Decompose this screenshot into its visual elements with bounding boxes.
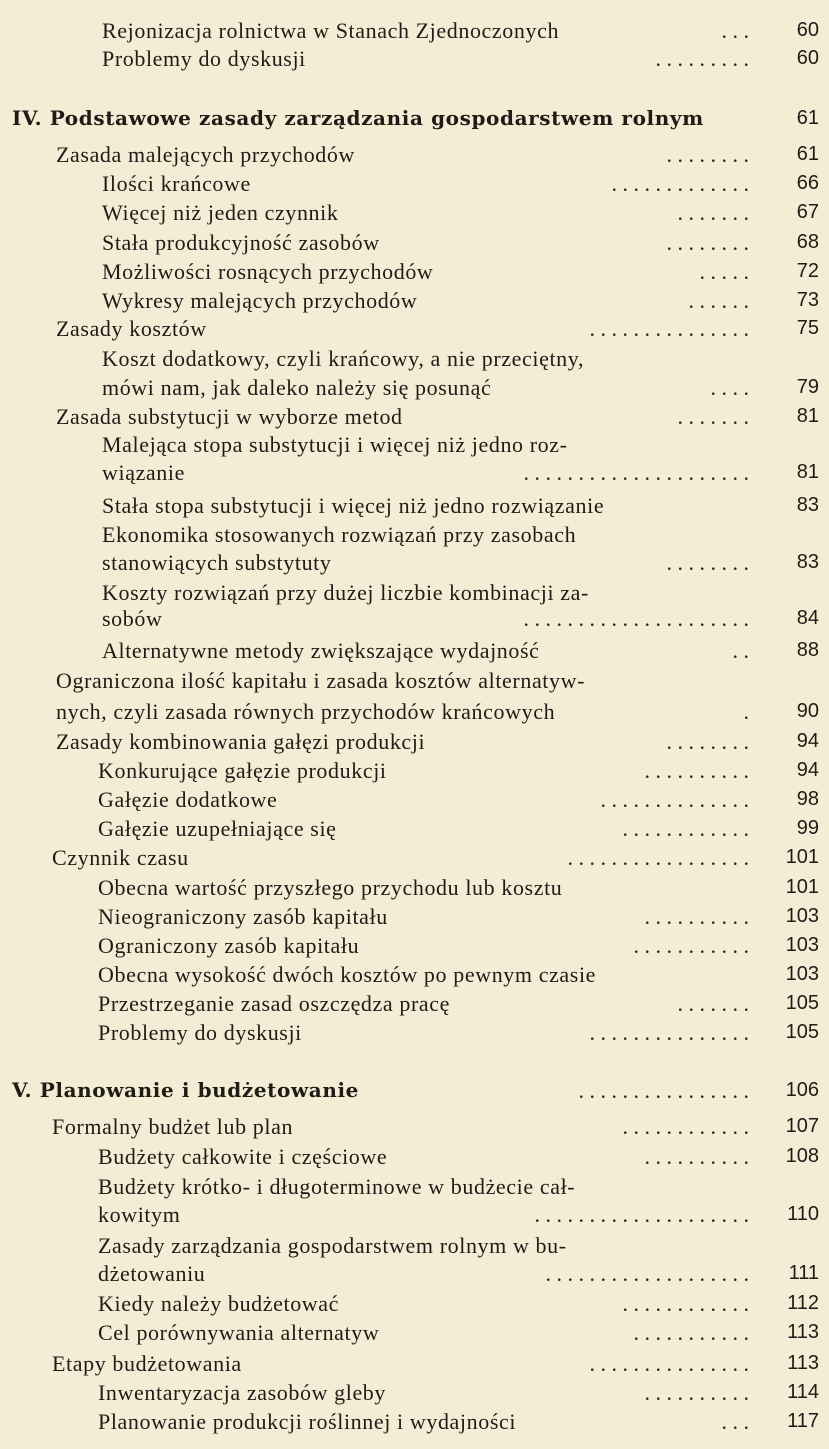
page-number: 106 bbox=[785, 1079, 819, 1101]
toc-entry bbox=[0, 604, 829, 633]
toc-entry-title: Rejonizacja rolnictwa w Stanach Zjednoczonych bbox=[102, 18, 560, 43]
page-number: 88 bbox=[796, 639, 819, 661]
toc-entry-title: Inwentaryzacja zasobów gleby bbox=[98, 1380, 387, 1405]
toc-entry bbox=[0, 520, 829, 549]
toc-entry-title: Ograniczona ilość kapitału i zasada kosztów alternatyw- bbox=[56, 668, 586, 693]
toc-entry-title: Planowanie produkcji roślinnej i wydajności bbox=[98, 1409, 517, 1434]
page-number: 98 bbox=[796, 788, 819, 810]
toc-entry-title: Stała produkcyjność zasobów bbox=[102, 230, 380, 255]
toc-entry-title: Kiedy należy budżetować bbox=[98, 1291, 340, 1316]
toc-entry bbox=[0, 636, 829, 665]
dot-leader: . . . . . . . . . . . . . . . . . . . bbox=[545, 1261, 749, 1286]
page-number: 103 bbox=[785, 934, 819, 956]
dot-leader: . . . . . . . bbox=[677, 991, 749, 1016]
toc-entry bbox=[0, 1318, 829, 1347]
page-number: 90 bbox=[796, 700, 819, 722]
dot-leader: . . . bbox=[721, 18, 749, 43]
dot-leader: . . . . bbox=[710, 375, 749, 400]
dot-leader: . . . . . . . bbox=[677, 404, 749, 429]
chapter-heading bbox=[0, 104, 829, 133]
toc-entry bbox=[0, 843, 829, 872]
dot-leader: . . . . . . . . . . bbox=[644, 904, 749, 929]
dot-leader: . . . . . . . . . . . . bbox=[622, 1291, 749, 1316]
toc-entry bbox=[0, 1378, 829, 1407]
toc-entry-title: Etapy budżetowania bbox=[52, 1351, 242, 1376]
page-number: 105 bbox=[785, 992, 819, 1014]
page-number: 61 bbox=[796, 107, 819, 129]
toc-entry bbox=[0, 228, 829, 257]
toc-entry bbox=[0, 169, 829, 198]
toc-entry bbox=[0, 578, 829, 607]
toc-entry bbox=[0, 989, 829, 1018]
page-number: 73 bbox=[796, 289, 819, 311]
toc-entry bbox=[0, 1142, 829, 1171]
toc-entry-title: Obecna wartość przyszłego przychodu lub kosztu bbox=[98, 875, 563, 900]
toc-entry-title: Budżety całkowite i częściowe bbox=[98, 1144, 388, 1169]
page-number: 107 bbox=[785, 1115, 819, 1137]
toc-entry-title: Czynnik czasu bbox=[52, 845, 189, 870]
page-number: 61 bbox=[796, 143, 819, 165]
page-number: 72 bbox=[796, 260, 819, 282]
dot-leader: . . . . . . . . . . . . bbox=[622, 816, 749, 841]
toc-entry-title: Przestrzeganie zasad oszczędza pracę bbox=[98, 991, 450, 1016]
toc-entry bbox=[0, 756, 829, 785]
toc-entry bbox=[0, 402, 829, 431]
toc-entry-title: nych, czyli zasada równych przychodów krańcowych bbox=[56, 699, 556, 724]
dot-leader: . . . . . . . . . . . . . . . . . bbox=[567, 845, 749, 870]
page-number: 68 bbox=[796, 231, 819, 253]
page-number: 75 bbox=[796, 317, 819, 339]
toc-entry-title: Zasada malejących przychodów bbox=[56, 142, 355, 167]
toc-entry-title: Ekonomika stosowanych rozwiązań przy zasobach bbox=[102, 522, 577, 547]
toc-entry bbox=[0, 1259, 829, 1288]
toc-entry-title: Malejąca stopa substytucji i więcej niż jedno roz- bbox=[102, 432, 568, 457]
toc-entry bbox=[0, 1289, 829, 1318]
toc-entry bbox=[0, 198, 829, 227]
page-number: 60 bbox=[796, 47, 819, 69]
toc-entry bbox=[0, 785, 829, 814]
page-number: 81 bbox=[796, 405, 819, 427]
dot-leader: . . . . . . . . bbox=[666, 142, 749, 167]
dot-leader: . . bbox=[732, 638, 749, 663]
toc-entry bbox=[0, 1231, 829, 1260]
toc-entry-title: Więcej niż jeden czynnik bbox=[102, 200, 339, 225]
toc-entry-title: sobów bbox=[102, 606, 163, 631]
page-number: 108 bbox=[785, 1145, 819, 1167]
dot-leader: . . . . . . . . . . . . . . . bbox=[589, 316, 749, 341]
toc-entry bbox=[0, 1018, 829, 1047]
toc-entry-title: Zasady kosztów bbox=[56, 316, 207, 341]
toc-entry bbox=[0, 960, 829, 989]
page-number: 94 bbox=[796, 730, 819, 752]
dot-leader: . . . . . . . . . . . . . . . . . . . . bbox=[534, 1202, 749, 1227]
page-number: 67 bbox=[796, 201, 819, 223]
dot-leader: . . . . . . . . . . . . . . . . . . . . . bbox=[523, 460, 749, 485]
toc-entry-title: dżetowaniu bbox=[98, 1261, 206, 1286]
dot-leader: . bbox=[743, 699, 749, 724]
toc-entry bbox=[0, 458, 829, 487]
toc-entry-title: Budżety krótko- i długoterminowe w budżecie cał- bbox=[98, 1174, 576, 1199]
toc-entry-title: Zasady kombinowania gałęzi produkcji bbox=[56, 729, 426, 754]
toc-entry-title: Koszty rozwiązań przy dużej liczbie kombinacji za- bbox=[102, 580, 589, 605]
toc-entry-title: Zasady zarządzania gospodarstwem rolnym w bu- bbox=[98, 1233, 567, 1258]
dot-leader: . . . . . . . . . . . bbox=[633, 1320, 749, 1345]
dot-leader: . . . . . . . . . bbox=[655, 46, 749, 71]
page-number: 66 bbox=[796, 172, 819, 194]
page-number: 101 bbox=[785, 876, 819, 898]
toc-entry-title: Wykresy malejących przychodów bbox=[102, 288, 418, 313]
toc-entry-title: Gałęzie dodatkowe bbox=[98, 787, 278, 812]
page-number: 84 bbox=[796, 607, 819, 629]
dot-leader: . . . . . . . . . . bbox=[644, 1380, 749, 1405]
page-number: 83 bbox=[796, 494, 819, 516]
dot-leader: . . . . . . . bbox=[677, 200, 749, 225]
toc-entry-title: Zasada substytucji w wyborze metod bbox=[56, 404, 403, 429]
toc-entry bbox=[0, 697, 829, 726]
toc-entry bbox=[0, 44, 829, 73]
page-number: 117 bbox=[787, 1410, 819, 1432]
dot-leader: . . . . . . . . . . . . . . bbox=[600, 787, 749, 812]
toc-entry bbox=[0, 873, 829, 902]
toc-entry-title: Stała stopa substytucji i więcej niż jedno rozwiązanie bbox=[102, 493, 605, 518]
dot-leader: . . . . . . . . . . . . . . . . bbox=[578, 1078, 749, 1103]
dot-leader: . . . . . . . . bbox=[666, 729, 749, 754]
toc-entry bbox=[0, 16, 829, 45]
dot-leader: . . . . . . . . . . . . . . . bbox=[589, 1351, 749, 1376]
dot-leader: . . . bbox=[721, 1409, 749, 1434]
toc-entry bbox=[0, 140, 829, 169]
toc-entry-title: Formalny budżet lub plan bbox=[52, 1114, 294, 1139]
toc-entry bbox=[0, 548, 829, 577]
dot-leader: . . . . . . . . . . bbox=[644, 1144, 749, 1169]
toc-entry bbox=[0, 344, 829, 373]
toc-entry bbox=[0, 727, 829, 756]
dot-leader: . . . . . . . . . . . bbox=[633, 933, 749, 958]
toc-entry-title: mówi nam, jak daleko należy się posunąć bbox=[102, 375, 492, 400]
page-number: 99 bbox=[796, 817, 819, 839]
dot-leader: . . . . . . . . . . . . . bbox=[611, 171, 749, 196]
page-number: 81 bbox=[796, 461, 819, 483]
dot-leader: . . . . . . . . . . . . . . . bbox=[589, 1020, 749, 1045]
toc-entry bbox=[0, 1349, 829, 1378]
toc-entry bbox=[0, 430, 829, 459]
toc-entry bbox=[0, 1200, 829, 1229]
toc-entry bbox=[0, 257, 829, 286]
page-number: 114 bbox=[787, 1381, 819, 1403]
toc-entry-title: Koszt dodatkowy, czyli krańcowy, a nie przeciętny, bbox=[102, 346, 585, 371]
toc-entry-title: Problemy do dyskusji bbox=[98, 1020, 302, 1045]
toc-entry-title: Alternatywne metody zwiększające wydajność bbox=[102, 638, 540, 663]
page-number: 79 bbox=[796, 376, 819, 398]
toc-entry-title: Cel porównywania alternatyw bbox=[98, 1320, 380, 1345]
toc-entry bbox=[0, 814, 829, 843]
toc-entry-title: Ograniczony zasób kapitału bbox=[98, 933, 360, 958]
page-number: 112 bbox=[787, 1292, 819, 1314]
toc-entry-title: Obecna wysokość dwóch kosztów po pewnym czasie bbox=[98, 962, 597, 987]
dot-leader: . . . . . . . . . . . . bbox=[622, 1114, 749, 1139]
toc-entry bbox=[0, 373, 829, 402]
page-number: 103 bbox=[785, 905, 819, 927]
dot-leader: . . . . . . . . . . . . . . . . . . . . . bbox=[523, 606, 749, 631]
toc-entry-title: kowitym bbox=[98, 1202, 181, 1227]
toc-entry bbox=[0, 1407, 829, 1436]
toc-entry-title: Nieograniczony zasób kapitału bbox=[98, 904, 388, 929]
chapter-heading bbox=[0, 1076, 829, 1105]
page-number: 103 bbox=[785, 963, 819, 985]
page-number: 105 bbox=[785, 1021, 819, 1043]
page-number: 113 bbox=[787, 1352, 819, 1374]
dot-leader: . . . . . . . . bbox=[666, 230, 749, 255]
dot-leader: . . . . . bbox=[699, 259, 749, 284]
toc-entry bbox=[0, 1172, 829, 1201]
toc-entry-title: stanowiących substytuty bbox=[102, 550, 332, 575]
toc-entry bbox=[0, 902, 829, 931]
page-number: 60 bbox=[796, 19, 819, 41]
toc-entry-title: wiązanie bbox=[102, 460, 185, 485]
dot-leader: . . . . . . . . bbox=[666, 550, 749, 575]
toc-entry bbox=[0, 286, 829, 315]
toc-entry-title: Gałęzie uzupełniające się bbox=[98, 816, 337, 841]
toc-entry-title: Problemy do dyskusji bbox=[102, 46, 306, 71]
dot-leader: . . . . . . bbox=[688, 288, 749, 313]
page-number: 94 bbox=[796, 759, 819, 781]
page-number: 101 bbox=[785, 846, 819, 868]
dot-leader: . . . . . . . . . . bbox=[644, 758, 749, 783]
toc-entry-title: Możliwości rosnących przychodów bbox=[102, 259, 434, 284]
toc-entry bbox=[0, 931, 829, 960]
toc-entry-title: Ilości krańcowe bbox=[102, 171, 251, 196]
page-number: 113 bbox=[787, 1321, 819, 1343]
toc-entry bbox=[0, 666, 829, 695]
toc-entry-title: V. Planowanie i budżetowanie bbox=[12, 1078, 359, 1102]
page-number: 110 bbox=[787, 1203, 819, 1225]
page-number: 111 bbox=[788, 1262, 819, 1284]
page-number: 83 bbox=[796, 551, 819, 573]
toc-entry bbox=[0, 491, 829, 520]
toc-entry-title: IV. Podstawowe zasady zarządzania gospodarstwem rolnym bbox=[12, 106, 704, 130]
toc-entry-title: Konkurujące gałęzie produkcji bbox=[98, 758, 387, 783]
toc-entry bbox=[0, 314, 829, 343]
toc-entry bbox=[0, 1112, 829, 1141]
